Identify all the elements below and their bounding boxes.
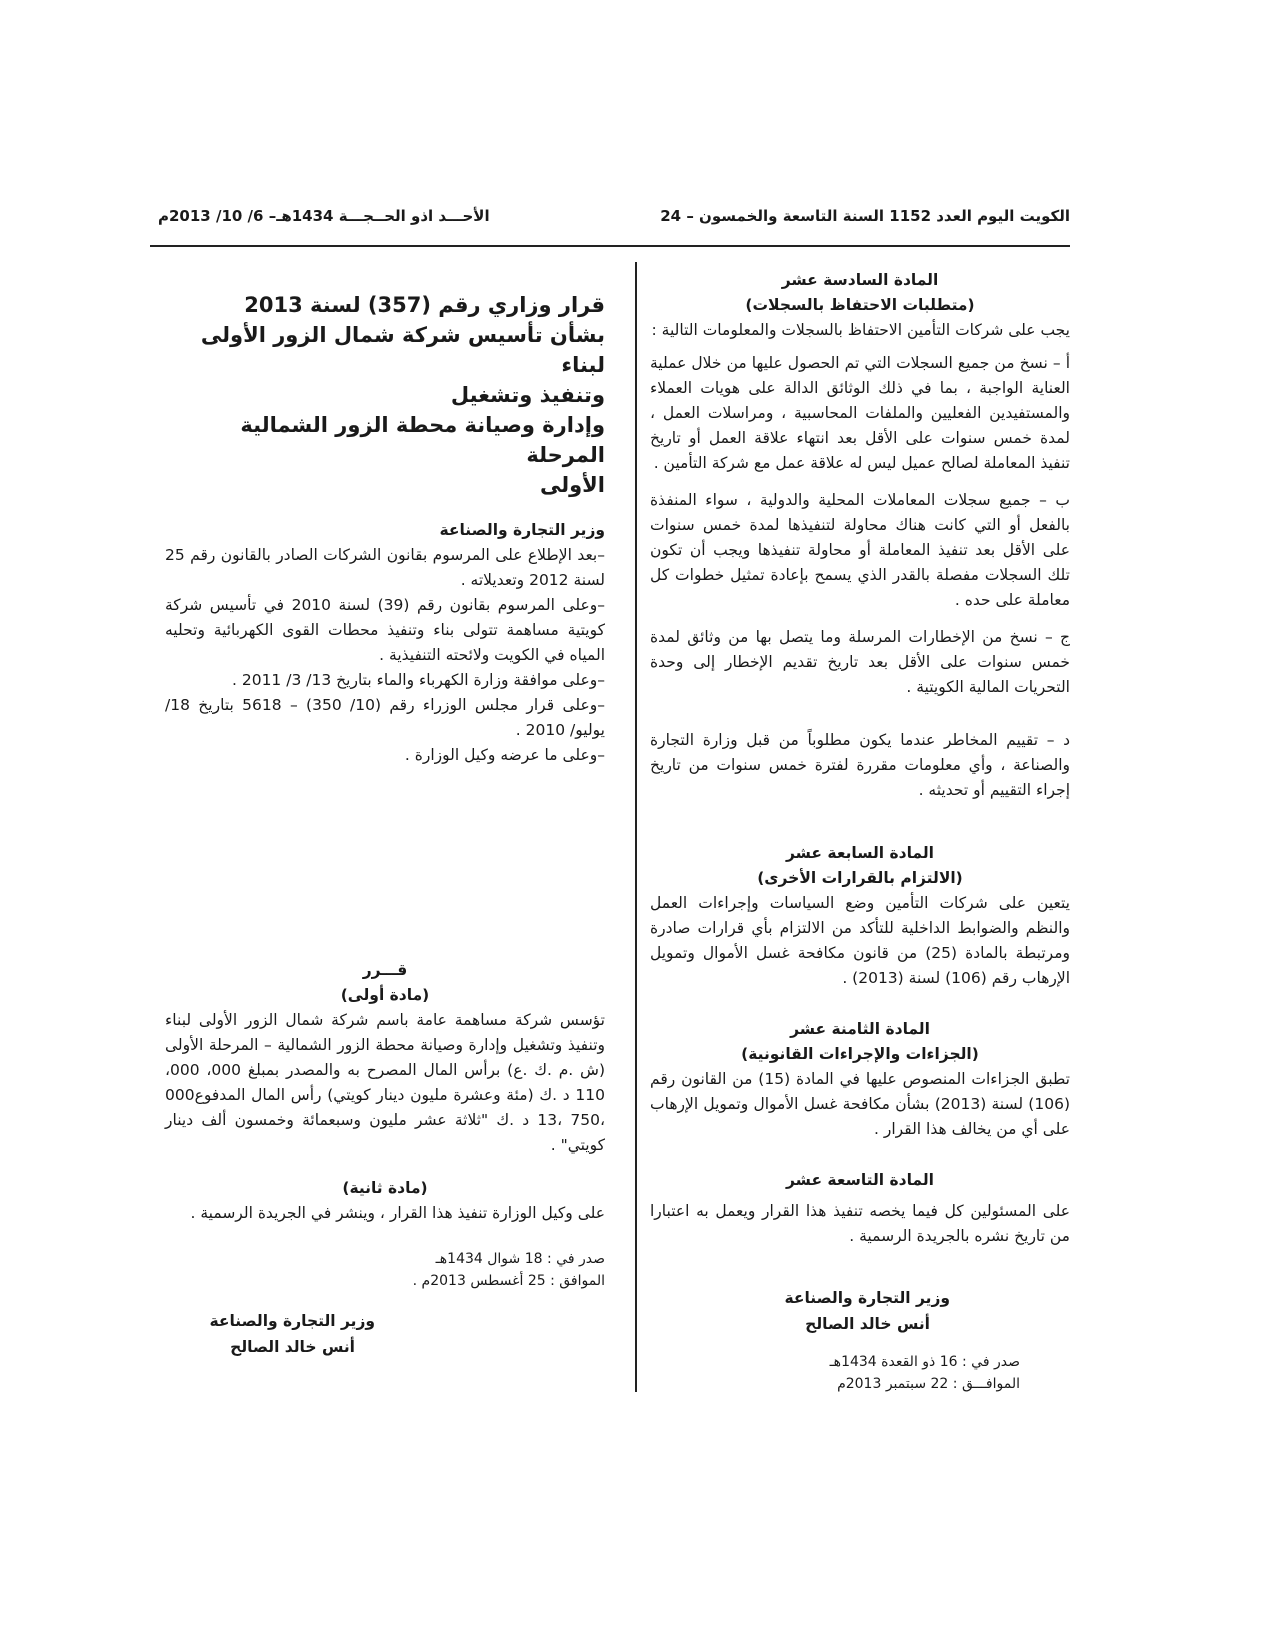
column-divider (635, 262, 637, 1392)
article-19-text: على المسئولين كل فيما يخصه تنفيذ هذا القرار ويعمل به اعتبارا من تاريخ نشره بالجريدة الرسمية . (650, 1202, 1070, 1245)
decree-title-line-4: وإدارة وصيانة محطة الزور الشمالية المرحلة (240, 413, 605, 467)
article-18-title: المادة الثامنة عشر (790, 1020, 930, 1038)
article-19-title: المادة التاسعة عشر (786, 1171, 934, 1189)
article-16-item-d: د – تقييم المخاطر عندما يكون مطلوباً من قبل وزارة التجارة والصناعة ، وأي معلومات مقررة لفترة خمس سنوات من تاريخ إجراء التقييم أو تحديثه . (650, 731, 1070, 799)
header-date: الأحـــد اذو الحــجـــة 1434هـ– 6/ 10/ 2013م (158, 207, 490, 225)
corresponding-date: الموافق : 25 أغسطس 2013م . (412, 1273, 605, 1289)
recital-5: –وعلى ما عرضه وكيل الوزارة . (404, 746, 605, 764)
article-17-text: يتعين على شركات التأمين وضع السياسات وإجراءات العمل والنظم والضوابط الداخلية للتأكد من الالتزام بأي قرارات صادرة ومرتبطة بالمادة (25) من قانون مكافحة غسل الأموال وتمويل الإرهاب رقم (106) لسنة (2013) . (650, 894, 1070, 987)
header-divider (150, 245, 1070, 247)
article-1-title: (مادة أولى) (340, 986, 430, 1004)
decides-heading: قـــرر (362, 961, 408, 979)
header-issue-info: الكويت اليوم العدد 1152 السنة التاسعة والخمسون – 24 (660, 207, 1070, 225)
decree-title-line-5: الأولى (539, 473, 605, 497)
article-2-title: (مادة ثانية) (342, 1179, 428, 1197)
recital-2: –وعلى المرسوم بقانون رقم (39) لسنة 2010 في تأسيس شركة كويتية مساهمة تتولى بناء وتنفيذ محطات القوى الكهربائية وتحليه المياه في الكويت ولائحته التنفيذية . (165, 596, 605, 664)
signature-name: أنس خالد الصالح (230, 1338, 355, 1356)
recital-4: –وعلى قرار مجلس الوزراء رقم (10/ 350) – 5618 بتاريخ 18/ يوليو/ 2010 . (165, 696, 606, 739)
decree-title-line-3: وتنفيذ وتشغيل (450, 383, 605, 407)
article-16-item-a: أ – نسخ من جميع السجلات التي تم الحصول عليها من خلال عملية العناية الواجبة ، بما في ذلك الوثائق الدالة على هويات العملاء والمستفيدين الفعليين والملفات المحاسبية ، ومراسلات العمل ، لمدة خمس سنوات على الأقل بعد انتهاء علاقة العمل أو تاريخ تنفيذ المعاملة لصالح عميل ليس له علاقة عمل مع شركة التأمين . (650, 354, 1070, 472)
article-1-text: تؤسس شركة مساهمة عامة باسم شركة شمال الزور الأولى لبناء وتنفيذ وتشغيل وإدارة وصيانة محطة الزور الشمالية – المرحلة الأولى (ش .م .ك .ع) برأس المال المصرح به والمصدر بمبلغ 000، 000، 110 د .ك (مئة وعشرة مليون دينار كويتي) رأس المال المدفوع000 ،750 ،13 د .ك "ثلاثة عشر مليون وسبعمائة وخمسون ألف دينار كويتي" . (165, 1011, 605, 1154)
issuing-minister: وزير التجارة والصناعة (439, 521, 605, 539)
issue-date: صدر في : 16 ذو القعدة 1434هـ (829, 1354, 1020, 1370)
corresponding-date: الموافـــق : 22 سبتمبر 2013م (837, 1376, 1020, 1392)
article-16-subtitle: (متطلبات الاحتفاظ بالسجلات) (745, 296, 975, 314)
article-16-item-b: ب – جميع سجلات المعاملات المحلية والدولية ، سواء المنفذة بالفعل أو التي كانت هناك محاولة لتنفيذها لمدة خمس سنوات على الأقل بعد تنفيذ المعاملة أو محاولة تنفيذها ويجب أن تكون تلك السجلات مفصلة بالقدر الذي يسمح بإعادة تمثيل خطوات كل معاملة على حده . (650, 491, 1070, 609)
signature-title: وزير التجارة والصناعة (784, 1289, 950, 1307)
article-17-subtitle: (الالتزام بالقرارات الأخرى) (757, 869, 963, 887)
right-column (650, 268, 1070, 1395)
article-16-intro: يجب على شركات التأمين الاحتفاظ بالسجلات والمعلومات التالية : (651, 321, 1070, 339)
article-16-item-c: ج – نسخ من الإخطارات المرسلة وما يتصل بها من وثائق لمدة خمس سنوات على الأقل بعد تاريخ تقديم الإخطار إلى وحدة التحريات المالية الكويتية . (650, 628, 1070, 696)
article-18-text: تطبق الجزاءات المنصوص عليها في المادة (15) من القانون رقم (106) لسنة (2013) بشأن مكافحة غسل الأموال وتمويل الإرهاب على أي من يخالف هذا القرار . (650, 1070, 1070, 1138)
signature-title: وزير التجارة والصناعة (209, 1312, 375, 1330)
article-16-title: المادة السادسة عشر (781, 271, 939, 289)
decree-title-line-2: بشأن تأسيس شركة شمال الزور الأولى لبناء (200, 323, 605, 377)
signature-name: أنس خالد الصالح (805, 1315, 930, 1333)
article-2-text: على وكيل الوزارة تنفيذ هذا القرار ، وينشر في الجريدة الرسمية . (190, 1204, 605, 1222)
issue-date: صدر في : 18 شوال 1434هـ (435, 1251, 605, 1267)
decree-title-line-1: قرار وزاري رقم (357) لسنة 2013 (244, 293, 605, 317)
recital-3: –وعلى موافقة وزارة الكهرباء والماء بتاريخ 13/ 3/ 2011 . (231, 671, 605, 689)
recital-1: –بعد الإطلاع على المرسوم بقانون الشركات الصادر بالقانون رقم 25 لسنة 2012 وتعديلاته . (165, 546, 605, 589)
article-18-subtitle: (الجزاءات والإجراءات القانونية) (741, 1045, 979, 1063)
article-17-title: المادة السابعة عشر (786, 844, 934, 862)
left-column (165, 290, 605, 1360)
